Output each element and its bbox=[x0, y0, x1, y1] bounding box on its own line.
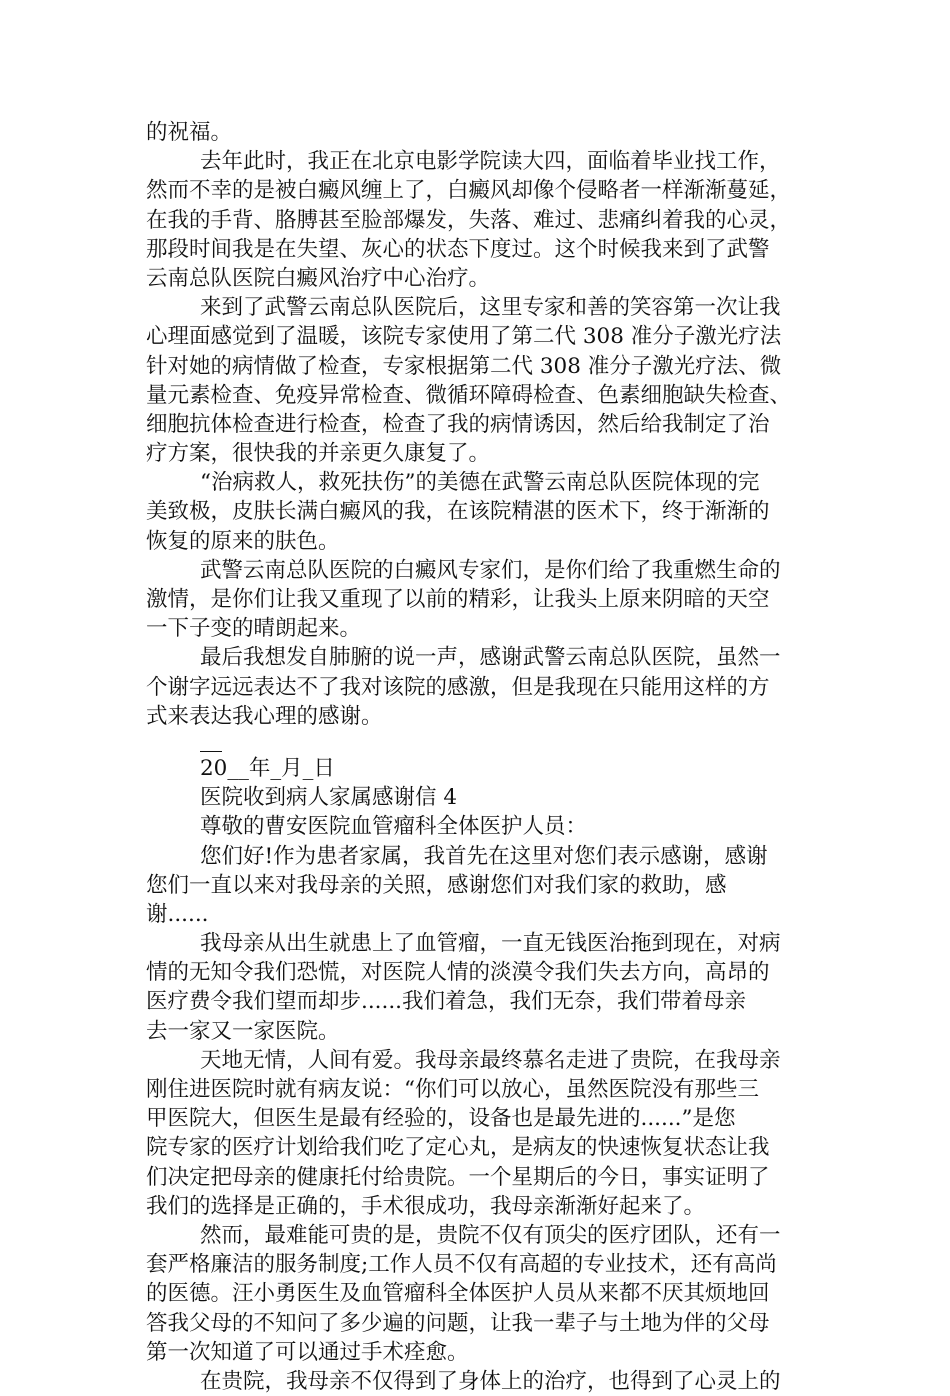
text-line: 一下子变的晴朗起来。 bbox=[146, 616, 362, 642]
signature-rule bbox=[200, 751, 222, 752]
paragraph bbox=[146, 1367, 810, 1396]
text-line: 云南总队医院白癜风治疗中心治疗。 bbox=[146, 265, 491, 291]
text-line: 然而不幸的是被白癜风缠上了，白癜风却像个侵略者一样渐渐蔓延， bbox=[146, 178, 792, 204]
paragraph bbox=[146, 556, 810, 644]
text-line: 您们一直以来对我母亲的关照，感谢您们对我们家的救助，感 bbox=[146, 872, 727, 898]
text-line: 在贵院，我母亲不仅得到了身体上的治疗，也得到了心灵上的 bbox=[200, 1368, 781, 1394]
text-line: 在我的手背、胳膊甚至脸部爆发，失落、难过、悲痛纠着我的心灵， bbox=[146, 207, 792, 233]
salutation: 尊敬的曹安医院血管瘤科全体医护人员： bbox=[200, 814, 588, 840]
text-line: 答我父母的不知问了多少遍的问题，让我一辈子与土地为伴的父母 bbox=[146, 1310, 770, 1336]
text-line: 您们好!作为患者家属，我首先在这里对您们表示感谢，感谢 bbox=[200, 843, 768, 869]
text-line: “治病救人，救死扶伤”的美德在武警云南总队医院体现的完 bbox=[200, 470, 760, 496]
text-line: 来到了武警云南总队医院后，这里专家和善的笑容第一次让我 bbox=[200, 295, 781, 321]
text-line: 谢...... bbox=[146, 901, 209, 927]
text-line: 甲医院大，但医生是最有经验的，设备也是最先进的......”是您 bbox=[146, 1106, 736, 1132]
paragraph bbox=[146, 293, 810, 468]
text-line: 量元素检查、免疫异常检查、微循环障碍检查、色素细胞缺失检查、 bbox=[146, 382, 792, 408]
text-line: 第一次知道了可以通过手术痊愈。 bbox=[146, 1339, 469, 1365]
text-line: 激情，是你们让我又重现了以前的精彩，让我头上原来阴暗的天空 bbox=[146, 587, 770, 612]
date-line: 20__年_月_日 bbox=[200, 755, 335, 781]
text-line: 情的无知令我们恐慌，对医院人情的淡漠令我们失去方向，高昂的 bbox=[146, 960, 770, 986]
text-line: 的祝福。 bbox=[146, 120, 233, 145]
text-line: 们决定把母亲的健康托付给贵院。一个星期后的今日，事实证明了 bbox=[146, 1164, 770, 1190]
paragraph bbox=[146, 468, 810, 556]
text-line: 天地无情，人间有爱。我母亲最终慕名走进了贵院，在我母亲 bbox=[200, 1047, 781, 1073]
text-line: 心理面感觉到了温暖，该院专家使用了第二代 308 准分子激光疗法 bbox=[146, 324, 782, 350]
text-line: 针对她的病情做了检查，专家根据第二代 308 准分子激光疗法、微 bbox=[146, 353, 782, 379]
text-line: 疗方案，很快我的并亲更久康复了。 bbox=[146, 441, 491, 467]
text-line: 个谢字远远表达不了我对该院的感激，但是我现在只能用这样的方 bbox=[146, 674, 770, 700]
paragraph bbox=[146, 147, 810, 293]
text-line: 美致极，皮肤长满白癜风的我，在该院精湛的医术下，终于渐渐的 bbox=[146, 499, 770, 525]
text-line: 的医德。汪小勇医生及血管瘤科全体医护人员从来都不厌其烦地回 bbox=[146, 1281, 770, 1307]
text-line: 套严格廉洁的服务制度;工作人员不仅有高超的专业技术，还有高尚 bbox=[146, 1252, 777, 1278]
text-line: 院专家的医疗计划给我们吃了定心丸，是病友的快速恢复状态让我 bbox=[146, 1135, 770, 1161]
document-body bbox=[146, 118, 810, 1396]
text-line: 去年此时，我正在北京电影学院读大四，面临着毕业找工作， bbox=[200, 149, 781, 175]
paragraph bbox=[146, 1046, 810, 1221]
text-line: 我母亲从出生就患上了血管瘤，一直无钱医治拖到现在，对病 bbox=[200, 931, 781, 957]
text-line: 细胞抗体检查进行检查，检查了我的病情诱因，然后给我制定了治 bbox=[146, 411, 770, 437]
paragraph bbox=[146, 842, 810, 930]
text-line: 我们的选择是正确的，手术很成功，我母亲渐渐好起来了。 bbox=[146, 1193, 706, 1219]
paragraph bbox=[146, 643, 810, 731]
paragraph bbox=[146, 1221, 810, 1367]
text-line: 武警云南总队医院的白癜风专家们，是你们给了我重燃生命的 bbox=[200, 557, 781, 583]
text-line: 那段时间我是在失望、灰心的状态下度过。这个时候我来到了武警 bbox=[146, 236, 770, 262]
text-line: 然而，最难能可贵的是，贵院不仅有顶尖的医疗团队，还有一 bbox=[200, 1222, 781, 1248]
text-line: 医疗费令我们望而却步......我们着急，我们无奈，我们带着母亲 bbox=[146, 989, 747, 1015]
text-line: 恢复的原来的肤色。 bbox=[146, 528, 340, 554]
paragraph bbox=[146, 929, 810, 1046]
text-line: 式来表达我心理的感谢。 bbox=[146, 703, 383, 729]
text-line: 去一家又一家医院。 bbox=[146, 1018, 340, 1044]
text-line: 最后我想发自肺腑的说一声，感谢武警云南总队医院，虽然一 bbox=[200, 645, 781, 671]
text-line: 刚住进医院时就有病友说：“你们可以放心，虽然医院没有那些三 bbox=[146, 1077, 759, 1102]
letter-heading: 医院收到病人家属感谢信 4 bbox=[200, 785, 458, 811]
